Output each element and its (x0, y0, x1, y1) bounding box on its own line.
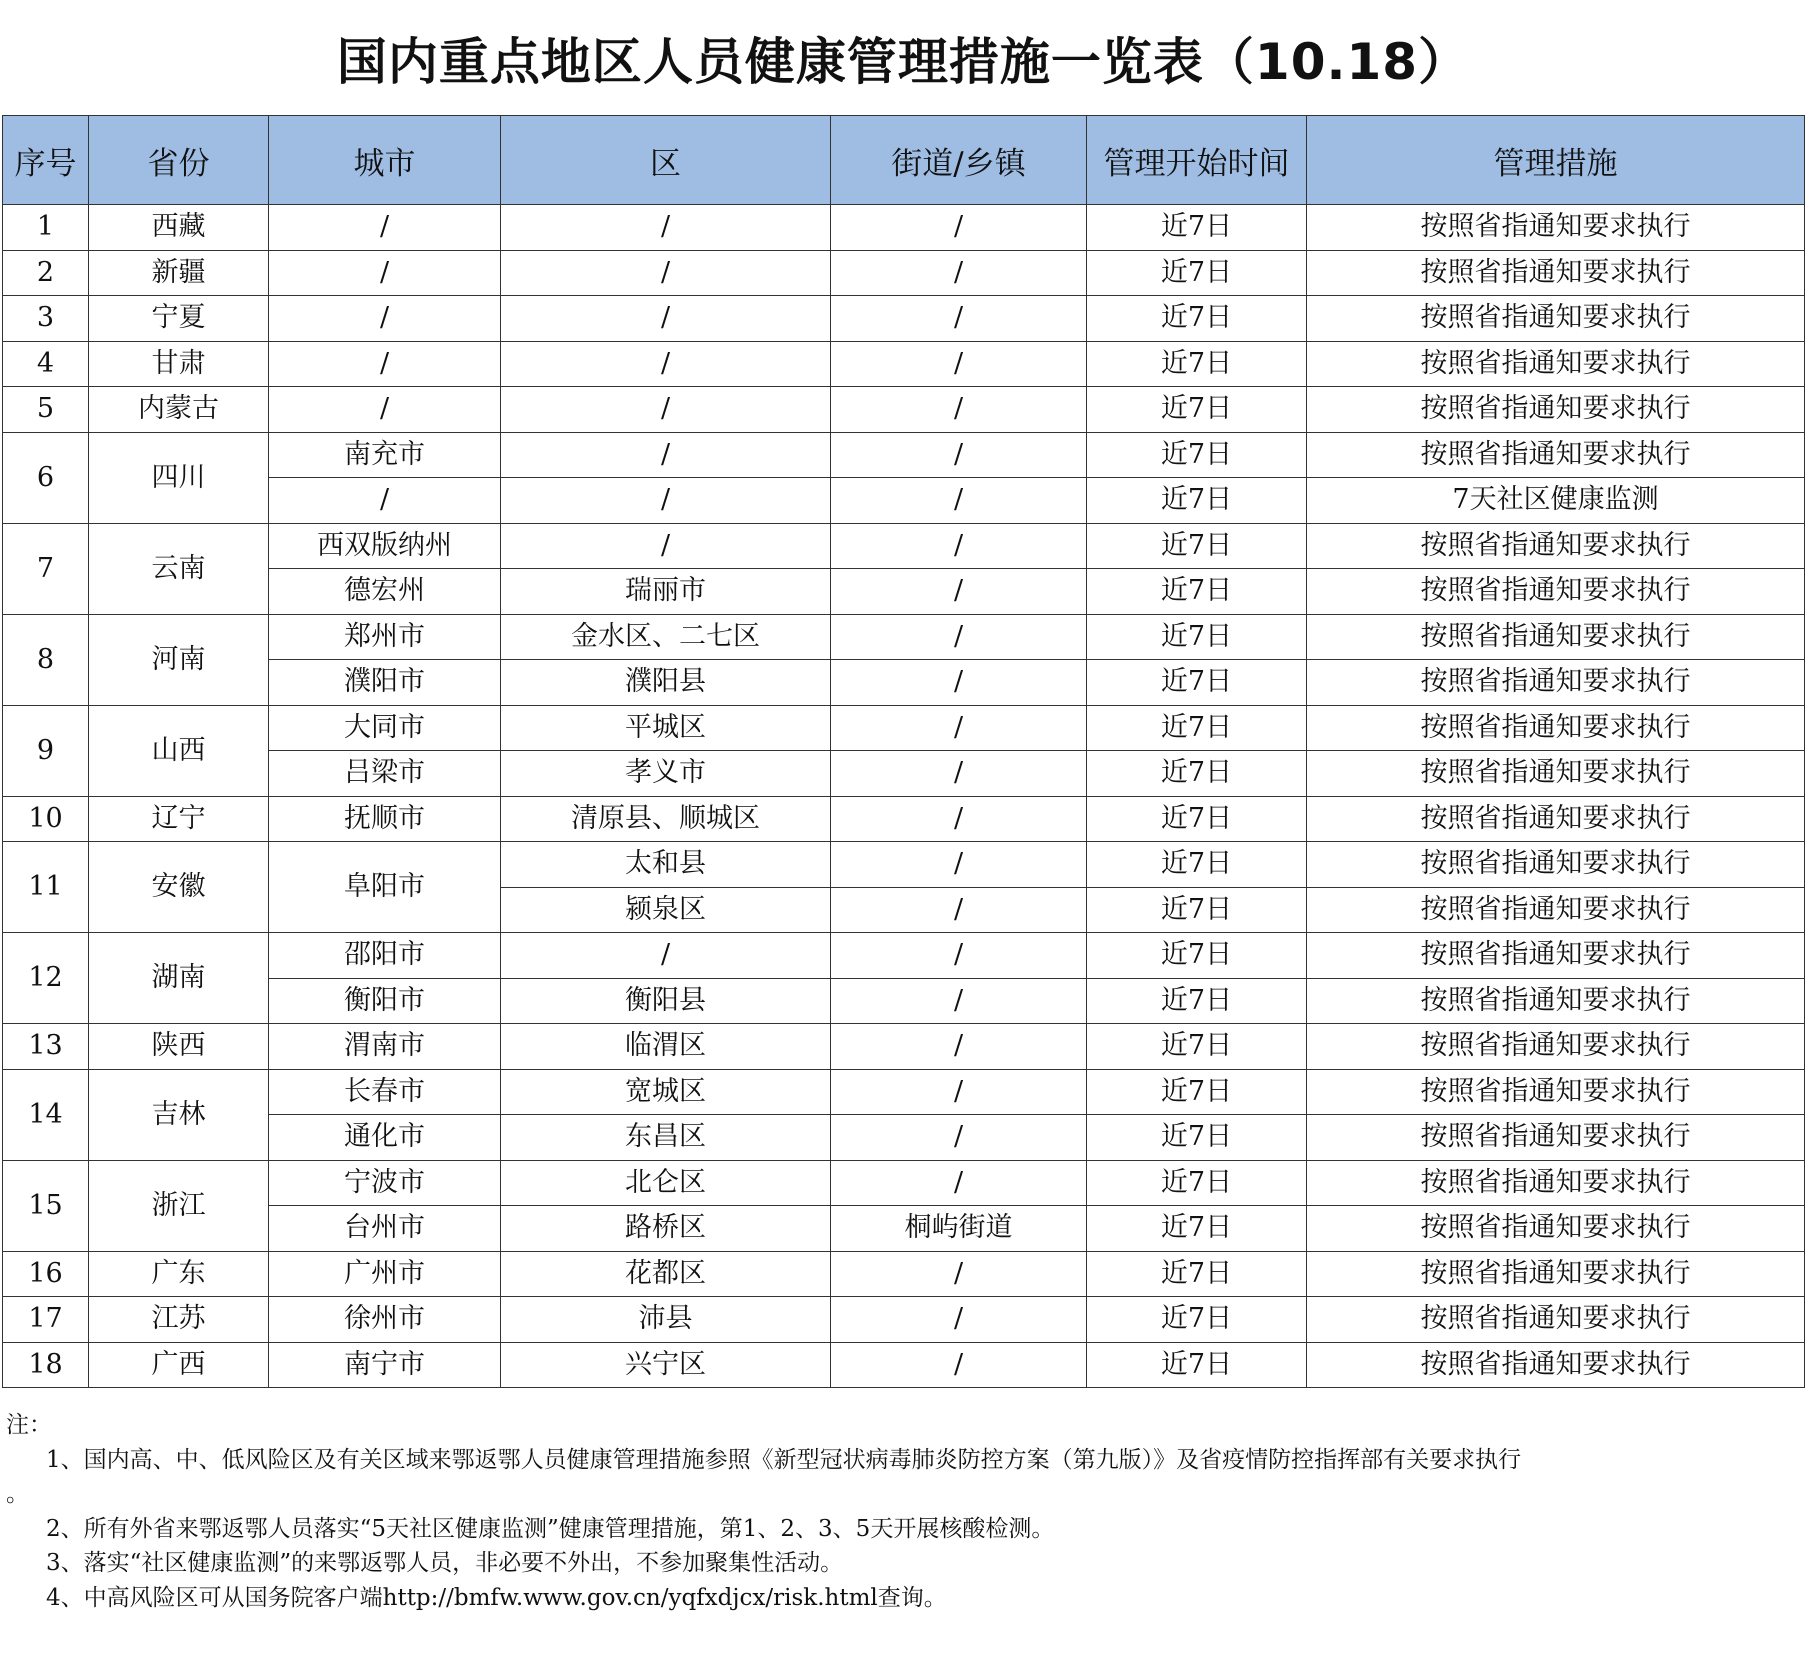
table-cell: 按照省指通知要求执行 (1307, 569, 1805, 615)
table-cell: 18 (3, 1342, 89, 1388)
table-cell: 近7日 (1087, 1297, 1307, 1343)
header-start-time: 管理开始时间 (1087, 116, 1307, 205)
table-cell: 按照省指通知要求执行 (1307, 887, 1805, 933)
table-cell: 按照省指通知要求执行 (1307, 978, 1805, 1024)
table-cell: 陕西 (89, 1024, 269, 1070)
table-cell: 7天社区健康监测 (1307, 478, 1805, 524)
table-cell: 按照省指通知要求执行 (1307, 1342, 1805, 1388)
header-district: 区 (501, 116, 831, 205)
document-title: 国内重点地区人员健康管理措施一览表（10.18） (336, 33, 1470, 91)
table-row (3, 1297, 1805, 1343)
table-cell: / (831, 1160, 1087, 1206)
table-cell: 邵阳市 (269, 933, 501, 979)
table-cell: 吉林 (89, 1069, 269, 1160)
table-cell: 广州市 (269, 1251, 501, 1297)
table-cell: / (831, 296, 1087, 342)
table-row (3, 205, 1805, 251)
table-cell: 沛县 (501, 1297, 831, 1343)
table-cell: 徐州市 (269, 1297, 501, 1343)
header-index: 序号 (3, 116, 89, 205)
table-cell: 9 (3, 705, 89, 796)
table-cell: 近7日 (1087, 614, 1307, 660)
table-row (3, 1160, 1805, 1206)
table-cell: 西双版纳州 (269, 523, 501, 569)
table-cell: 近7日 (1087, 478, 1307, 524)
note-item: 2、所有外省来鄂返鄂人员落实“5天社区健康监测”健康管理措施，第1、2、3、5天开展核酸检测。 (46, 1515, 1055, 1542)
table-cell: 近7日 (1087, 523, 1307, 569)
table-cell: 抚顺市 (269, 796, 501, 842)
table-cell: 浙江 (89, 1160, 269, 1251)
table-cell: 广西 (89, 1342, 269, 1388)
table-cell: 路桥区 (501, 1206, 831, 1252)
table-cell: 兴宁区 (501, 1342, 831, 1388)
table-cell: 阜阳市 (269, 842, 501, 933)
table-cell: 13 (3, 1024, 89, 1070)
table-cell: / (269, 478, 501, 524)
table-cell: 临渭区 (501, 1024, 831, 1070)
table-cell: / (501, 341, 831, 387)
table-cell: 近7日 (1087, 250, 1307, 296)
table-cell: / (831, 341, 1087, 387)
table-cell: 5 (3, 387, 89, 433)
table-cell: 按照省指通知要求执行 (1307, 933, 1805, 979)
table-cell: 按照省指通知要求执行 (1307, 614, 1805, 660)
notes-label: 注： (6, 1412, 52, 1438)
note-item-continuation: 。 (6, 1481, 29, 1507)
table-row (3, 387, 1805, 433)
table-cell: 近7日 (1087, 1160, 1307, 1206)
table-row (3, 341, 1805, 387)
table-cell: 按照省指通知要求执行 (1307, 1024, 1805, 1070)
table-cell: 衡阳市 (269, 978, 501, 1024)
table-cell: 四川 (89, 432, 269, 523)
table-cell: / (831, 432, 1087, 478)
table-cell: 通化市 (269, 1115, 501, 1161)
table-cell: 宁夏 (89, 296, 269, 342)
table-cell: 16 (3, 1251, 89, 1297)
table-cell: / (831, 1297, 1087, 1343)
notes-section (6, 1408, 1800, 1615)
table-cell: 北仑区 (501, 1160, 831, 1206)
table-cell: 广东 (89, 1251, 269, 1297)
table-cell: 台州市 (269, 1206, 501, 1252)
table-cell: 6 (3, 432, 89, 523)
header-province: 省份 (89, 116, 269, 205)
table-cell: / (831, 250, 1087, 296)
header-city: 城市 (269, 116, 501, 205)
table-cell: 近7日 (1087, 705, 1307, 751)
table-cell: 按照省指通知要求执行 (1307, 250, 1805, 296)
table-cell: 按照省指通知要求执行 (1307, 205, 1805, 251)
table-cell: 按照省指通知要求执行 (1307, 705, 1805, 751)
table-cell: 1 (3, 205, 89, 251)
table-cell: 衡阳县 (501, 978, 831, 1024)
table-cell: 14 (3, 1069, 89, 1160)
table-cell: 近7日 (1087, 1206, 1307, 1252)
table-cell: / (501, 205, 831, 251)
table-cell: 濮阳县 (501, 660, 831, 706)
table-cell: 新疆 (89, 250, 269, 296)
note-item: 3、落实“社区健康监测”的来鄂返鄂人员，非必要不外出，不参加聚集性活动。 (46, 1550, 844, 1576)
table-row (3, 1115, 1805, 1161)
table-cell: / (831, 705, 1087, 751)
table-row (3, 296, 1805, 342)
table-cell: / (501, 478, 831, 524)
table-row (3, 660, 1805, 706)
table-cell: 德宏州 (269, 569, 501, 615)
table-cell: 按照省指通知要求执行 (1307, 751, 1805, 797)
table-cell: 近7日 (1087, 751, 1307, 797)
table-row (3, 432, 1805, 478)
table-cell: 12 (3, 933, 89, 1024)
table-cell: 太和县 (501, 842, 831, 888)
table-cell: / (501, 250, 831, 296)
table-cell: 按照省指通知要求执行 (1307, 1115, 1805, 1161)
table-cell: 按照省指通知要求执行 (1307, 296, 1805, 342)
table-cell: 郑州市 (269, 614, 501, 660)
table-cell: 15 (3, 1160, 89, 1251)
table-row (3, 842, 1805, 888)
table-cell: / (831, 387, 1087, 433)
table-cell: / (831, 1024, 1087, 1070)
table-cell: 濮阳市 (269, 660, 501, 706)
table-header-row (3, 116, 1805, 205)
table-row (3, 978, 1805, 1024)
table-cell: 近7日 (1087, 933, 1307, 979)
table-cell: 4 (3, 341, 89, 387)
table-row (3, 478, 1805, 524)
table-cell: 按照省指通知要求执行 (1307, 1206, 1805, 1252)
header-measures: 管理措施 (1307, 116, 1805, 205)
table-cell: 西藏 (89, 205, 269, 251)
note-item: 1、国内高、中、低风险区及有关区域来鄂返鄂人员健康管理措施参照《新型冠状病毒肺炎防控方案（第九版）》及省疫情防控指挥部有关要求执行 (46, 1446, 1522, 1473)
table-cell: 东昌区 (501, 1115, 831, 1161)
table-cell: / (501, 523, 831, 569)
table-cell: 按照省指通知要求执行 (1307, 842, 1805, 888)
table-cell: 3 (3, 296, 89, 342)
table-body (3, 205, 1805, 1388)
header-street: 街道/乡镇 (831, 116, 1087, 205)
table-cell: / (831, 842, 1087, 888)
table-cell: 渭南市 (269, 1024, 501, 1070)
table-cell: / (831, 887, 1087, 933)
table-cell: / (501, 933, 831, 979)
table-cell: 颍泉区 (501, 887, 831, 933)
table-row (3, 614, 1805, 660)
table-cell: / (831, 1342, 1087, 1388)
table-cell: 7 (3, 523, 89, 614)
table-cell: 按照省指通知要求执行 (1307, 1069, 1805, 1115)
table-row (3, 1342, 1805, 1388)
table-cell: / (269, 341, 501, 387)
table-cell: 按照省指通知要求执行 (1307, 660, 1805, 706)
table-cell: / (831, 1251, 1087, 1297)
table-row (3, 523, 1805, 569)
table-cell: 近7日 (1087, 796, 1307, 842)
table-cell: 按照省指通知要求执行 (1307, 387, 1805, 433)
table-cell: 近7日 (1087, 432, 1307, 478)
table-cell: / (269, 296, 501, 342)
table-cell: 近7日 (1087, 1342, 1307, 1388)
table-cell: / (831, 523, 1087, 569)
table-cell: 南宁市 (269, 1342, 501, 1388)
table-cell: 吕梁市 (269, 751, 501, 797)
table-cell: / (501, 387, 831, 433)
table-row (3, 1206, 1805, 1252)
table-cell: 11 (3, 842, 89, 933)
table-row (3, 1069, 1805, 1115)
table-cell: / (501, 432, 831, 478)
table-cell: 按照省指通知要求执行 (1307, 523, 1805, 569)
table-cell: / (831, 1069, 1087, 1115)
table-cell: / (831, 933, 1087, 979)
table-cell: 近7日 (1087, 1251, 1307, 1297)
table-cell: 近7日 (1087, 660, 1307, 706)
table-cell: 河南 (89, 614, 269, 705)
table-cell: 湖南 (89, 933, 269, 1024)
table-cell: / (831, 796, 1087, 842)
table-cell: 按照省指通知要求执行 (1307, 796, 1805, 842)
table-cell: 宽城区 (501, 1069, 831, 1115)
health-measures-table (2, 115, 1805, 1388)
table-cell: 江苏 (89, 1297, 269, 1343)
table-cell: 花都区 (501, 1251, 831, 1297)
table-cell: 按照省指通知要求执行 (1307, 1160, 1805, 1206)
table-row (3, 705, 1805, 751)
note-item: 4、中高风险区可从国务院客户端http://bmfw.www.gov.cn/yqfxdjcx/risk.html查询。 (46, 1584, 947, 1611)
table-cell: / (269, 250, 501, 296)
table-cell: 宁波市 (269, 1160, 501, 1206)
table-row (3, 751, 1805, 797)
table-cell: / (831, 614, 1087, 660)
table-cell: 金水区、二七区 (501, 614, 831, 660)
table-row (3, 933, 1805, 979)
table-cell: 辽宁 (89, 796, 269, 842)
table-cell: 近7日 (1087, 1115, 1307, 1161)
table-cell: / (831, 205, 1087, 251)
table-cell: 长春市 (269, 1069, 501, 1115)
table-cell: / (831, 569, 1087, 615)
table-cell: 瑞丽市 (501, 569, 831, 615)
table-cell: 清原县、顺城区 (501, 796, 831, 842)
table-cell: 近7日 (1087, 205, 1307, 251)
table-cell: 近7日 (1087, 569, 1307, 615)
table-cell: 近7日 (1087, 387, 1307, 433)
table-cell: 安徽 (89, 842, 269, 933)
table-cell: 按照省指通知要求执行 (1307, 432, 1805, 478)
table-cell: 按照省指通知要求执行 (1307, 1251, 1805, 1297)
table-cell: 近7日 (1087, 842, 1307, 888)
table-cell: 大同市 (269, 705, 501, 751)
table-cell: 按照省指通知要求执行 (1307, 341, 1805, 387)
table-cell: / (831, 1115, 1087, 1161)
table-cell: / (269, 205, 501, 251)
table-cell: / (501, 296, 831, 342)
table-cell: 云南 (89, 523, 269, 614)
table-row (3, 1024, 1805, 1070)
table-cell: 8 (3, 614, 89, 705)
table-cell: / (831, 478, 1087, 524)
table-cell: 近7日 (1087, 296, 1307, 342)
table-cell: 按照省指通知要求执行 (1307, 1297, 1805, 1343)
table-row (3, 569, 1805, 615)
table-cell: 近7日 (1087, 887, 1307, 933)
table-cell: 近7日 (1087, 978, 1307, 1024)
table-cell: 平城区 (501, 705, 831, 751)
table-cell: 山西 (89, 705, 269, 796)
table-cell: 17 (3, 1297, 89, 1343)
table-cell: / (831, 660, 1087, 706)
table-row (3, 796, 1805, 842)
table-cell: 桐屿街道 (831, 1206, 1087, 1252)
table-cell: / (831, 751, 1087, 797)
table-row (3, 250, 1805, 296)
table-cell: / (831, 978, 1087, 1024)
table-cell: 孝义市 (501, 751, 831, 797)
table-cell: 2 (3, 250, 89, 296)
table-cell: 甘肃 (89, 341, 269, 387)
table-cell: / (269, 387, 501, 433)
table-cell: 近7日 (1087, 341, 1307, 387)
table-cell: 内蒙古 (89, 387, 269, 433)
table-cell: 近7日 (1087, 1024, 1307, 1070)
table-cell: 10 (3, 796, 89, 842)
table-cell: 南充市 (269, 432, 501, 478)
table-row (3, 1251, 1805, 1297)
table-cell: 近7日 (1087, 1069, 1307, 1115)
